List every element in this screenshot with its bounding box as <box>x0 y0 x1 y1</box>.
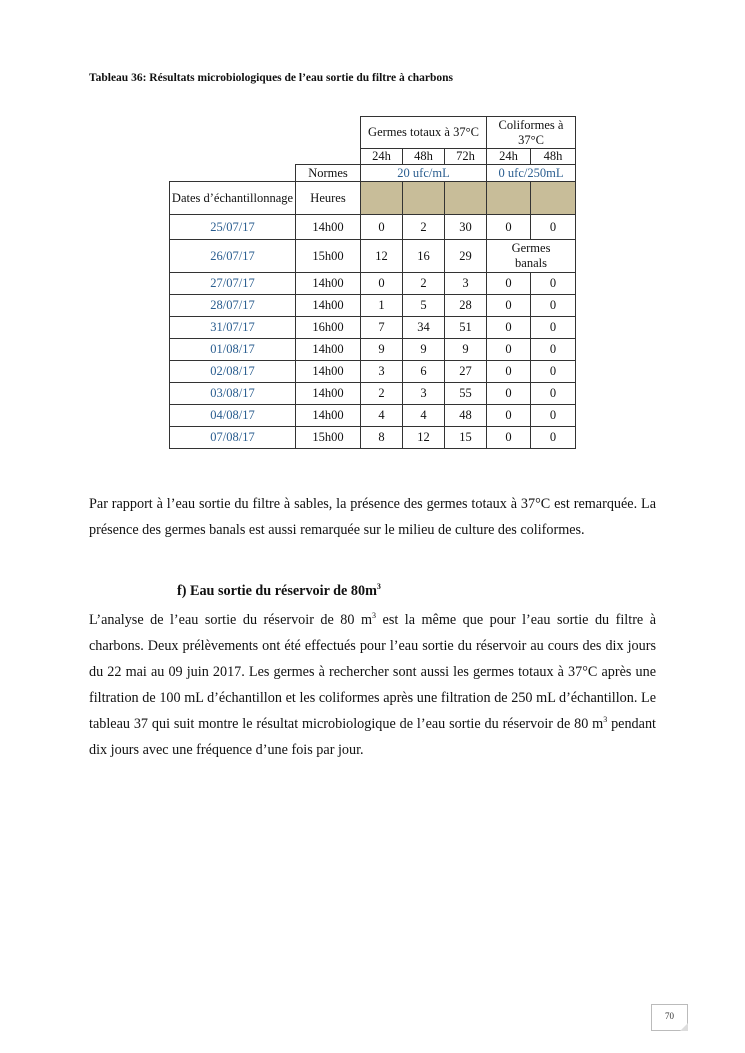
table-row <box>170 427 576 449</box>
value-cell: 0 <box>487 361 531 383</box>
value-cell: 9 <box>403 339 445 361</box>
value-cell: 0 <box>487 215 531 240</box>
value-cell: 0 <box>487 295 531 317</box>
value-cell: 28 <box>445 295 487 317</box>
page-number: 70 <box>651 1004 688 1031</box>
value-cell: 1 <box>361 295 403 317</box>
value-cell: 34 <box>403 317 445 339</box>
value-cell: 4 <box>403 405 445 427</box>
value-cell: 3 <box>445 273 487 295</box>
shaded-cell <box>403 182 445 215</box>
heure-cell: 14h00 <box>296 405 361 427</box>
value-cell: 0 <box>487 383 531 405</box>
normes-label: Normes <box>296 165 361 182</box>
heure-cell: 16h00 <box>296 317 361 339</box>
date-cell: 27/07/17 <box>170 273 296 295</box>
table-row <box>170 339 576 361</box>
value-cell: 0 <box>531 427 576 449</box>
date-cell: 31/07/17 <box>170 317 296 339</box>
date-cell: 02/08/17 <box>170 361 296 383</box>
value-cell: 8 <box>361 427 403 449</box>
header-germes: Germes totaux à 37°C <box>361 117 487 149</box>
table-row <box>170 295 576 317</box>
date-cell: 01/08/17 <box>170 339 296 361</box>
time-header: 24h <box>361 149 403 165</box>
value-cell: 2 <box>403 273 445 295</box>
value-cell: 2 <box>403 215 445 240</box>
table-row <box>170 361 576 383</box>
value-cell: 4 <box>361 405 403 427</box>
shaded-cell <box>487 182 531 215</box>
table-row <box>170 273 576 295</box>
table-row <box>170 405 576 427</box>
heure-cell: 15h00 <box>296 427 361 449</box>
value-cell: 0 <box>531 295 576 317</box>
value-cell: 0 <box>487 273 531 295</box>
paragraph-2: L’analyse de l’eau sortie du réservoir de 80 $m^3$ est la même que pour l’eau sortie du filtre à charbons. Deux prélèvements ont été effectués pour l’eau sortie du réservoir au cours des dix jours du 22 mai au 09 juin 2017. Les germes à rechercher sont aussi les germes totaux à 37°C après une filtration de 100 mL d’échantillon et les coliformes après une filtration de 250 mL d’échantillon. Le tableau 37 qui suit montre le résultat microbiologique de l’eau sortie du réservoir de 80 $m^3$ pendant dix jours avec une fréquence d’une fois par jour. <box>89 611 656 758</box>
value-cell: 3 <box>403 383 445 405</box>
table-row <box>170 240 576 273</box>
value-cell: 0 <box>487 339 531 361</box>
value-cell: 12 <box>403 427 445 449</box>
value-cell: 7 <box>361 317 403 339</box>
heure-cell: 14h00 <box>296 361 361 383</box>
value-cell: 55 <box>445 383 487 405</box>
value-cell: 0 <box>531 339 576 361</box>
date-cell: 28/07/17 <box>170 295 296 317</box>
heure-cell: 14h00 <box>296 295 361 317</box>
date-cell: 25/07/17 <box>170 215 296 240</box>
table-row <box>170 215 576 240</box>
value-cell: 0 <box>531 361 576 383</box>
normes-germes: 20 ufc/mL <box>361 165 487 182</box>
value-cell: 30 <box>445 215 487 240</box>
paragraph-1: Par rapport à l’eau sortie du filtre à sables, la présence des germes totaux à 37°C est remarquée. La présence des germes banals est aussi remarquée sur le milieu de culture des coliformes. <box>89 496 656 538</box>
table-row <box>170 383 576 405</box>
time-header: 24h <box>487 149 531 165</box>
dates-label: Dates d’échantillonnage <box>170 182 296 215</box>
heure-cell: 14h00 <box>296 215 361 240</box>
value-cell: 0 <box>361 273 403 295</box>
value-cell: 0 <box>487 427 531 449</box>
value-cell: 0 <box>531 383 576 405</box>
value-cell: 9 <box>361 339 403 361</box>
value-cell: 0 <box>361 215 403 240</box>
section-heading: f) Eau sortie du réservoir de $80m^3$ <box>177 582 381 599</box>
results-table <box>169 116 576 449</box>
value-cell: 0 <box>531 405 576 427</box>
heure-cell: 14h00 <box>296 383 361 405</box>
date-cell: 04/08/17 <box>170 405 296 427</box>
value-cell: 0 <box>531 215 576 240</box>
value-cell: 3 <box>361 361 403 383</box>
normes-coliformes: 0 ufc/250mL <box>487 165 576 182</box>
time-header: 48h <box>531 149 576 165</box>
shaded-cell <box>531 182 576 215</box>
germes-banals-cell: Germes banals <box>487 240 576 273</box>
date-cell: 07/08/17 <box>170 427 296 449</box>
value-cell: 6 <box>403 361 445 383</box>
value-cell: 15 <box>445 427 487 449</box>
table-caption: Tableau 36: Résultats microbiologiques de l’eau sortie du filtre à charbons <box>89 72 453 84</box>
shaded-cell <box>361 182 403 215</box>
value-cell: 0 <box>487 405 531 427</box>
page-curl-icon <box>680 1023 688 1031</box>
heures-label: Heures <box>296 182 361 215</box>
heure-cell: 14h00 <box>296 273 361 295</box>
header-coliformes: Coliformes à 37°C <box>487 117 576 149</box>
value-cell: 48 <box>445 405 487 427</box>
date-cell: 26/07/17 <box>170 240 296 273</box>
date-cell: 03/08/17 <box>170 383 296 405</box>
heure-cell: 15h00 <box>296 240 361 273</box>
value-cell: 0 <box>531 317 576 339</box>
time-header: 72h <box>445 149 487 165</box>
value-cell: 51 <box>445 317 487 339</box>
time-header: 48h <box>403 149 445 165</box>
table-row <box>170 317 576 339</box>
value-cell: 5 <box>403 295 445 317</box>
shaded-cell <box>445 182 487 215</box>
value-cell: 27 <box>445 361 487 383</box>
value-cell: 16 <box>403 240 445 273</box>
heure-cell: 14h00 <box>296 339 361 361</box>
value-cell: 12 <box>361 240 403 273</box>
value-cell: 0 <box>531 273 576 295</box>
value-cell: 29 <box>445 240 487 273</box>
value-cell: 0 <box>487 317 531 339</box>
value-cell: 2 <box>361 383 403 405</box>
value-cell: 9 <box>445 339 487 361</box>
